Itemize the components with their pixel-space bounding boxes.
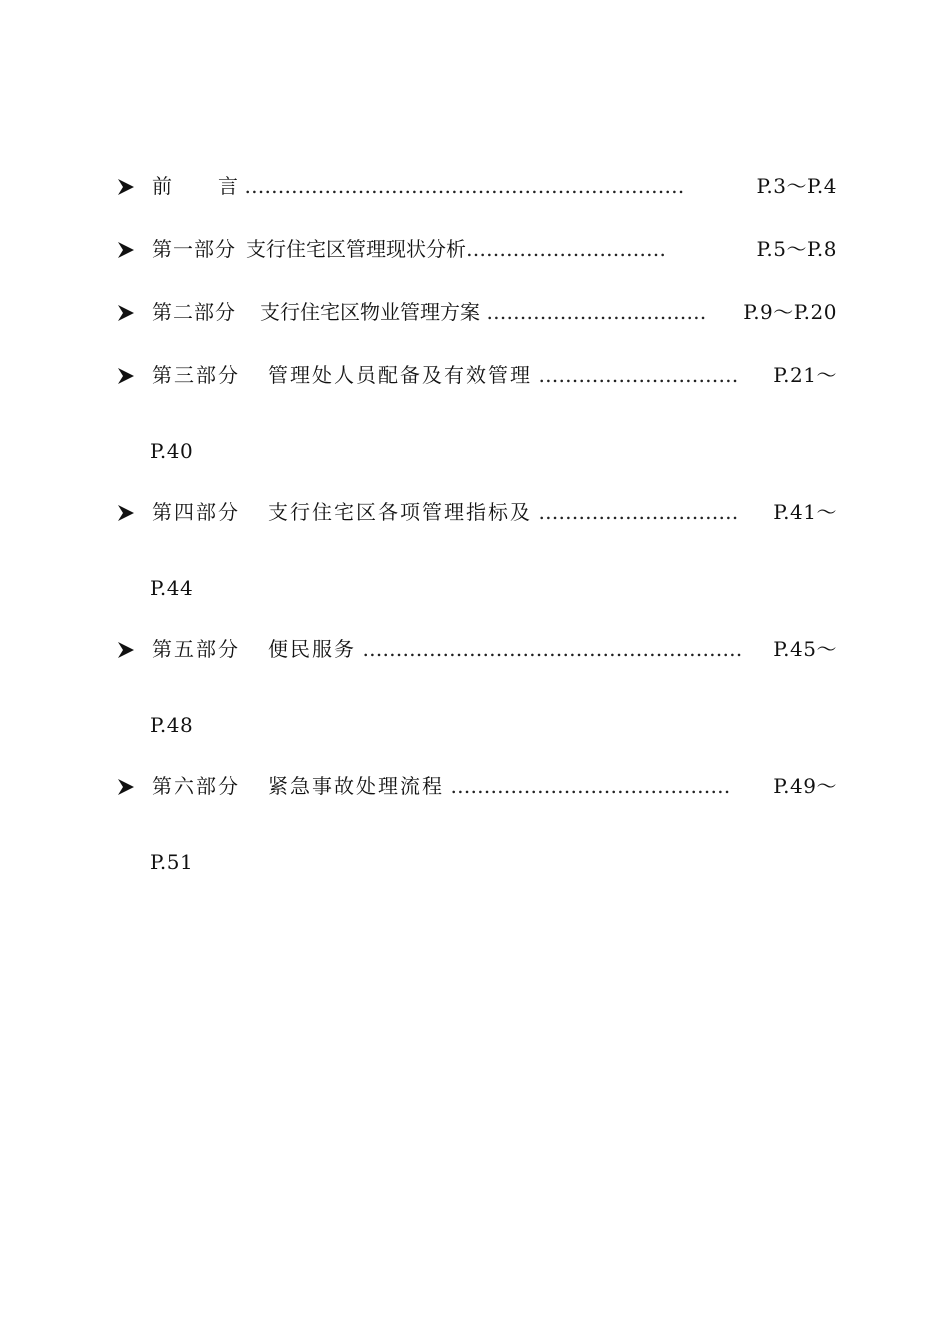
toc-title: 支行住宅区物业管理方案 xyxy=(260,300,480,324)
toc-title: 支行住宅区管理现状分析 xyxy=(246,237,466,261)
toc-leader-dots: ………………………… xyxy=(538,500,739,524)
arrowhead-bullet-icon xyxy=(118,368,134,384)
toc-page-range: P.41～ xyxy=(773,496,837,528)
toc-part-label: 第一部分 xyxy=(152,237,236,261)
toc-page-range-continuation: P.44 xyxy=(150,576,194,600)
toc-entry-part-6[interactable] xyxy=(112,770,837,802)
toc-leader-dots: ………………………… xyxy=(538,363,739,387)
arrowhead-bullet-icon xyxy=(118,305,134,321)
toc-part-label: 第三部分 xyxy=(152,363,240,387)
toc-page-range: P.5～P.8 xyxy=(757,233,837,265)
toc-page-range: P.3～P.4 xyxy=(757,170,837,202)
arrowhead-bullet-icon xyxy=(118,779,134,795)
toc-page-range: P.45～ xyxy=(773,633,837,665)
toc-leader-dots: ………………………… xyxy=(466,237,666,261)
toc-page-range: P.49～ xyxy=(773,770,837,802)
arrowhead-bullet-icon xyxy=(118,179,134,195)
toc-page-range: P.9～P.20 xyxy=(743,296,837,328)
toc-title: 便民服务 xyxy=(268,637,356,661)
toc-title-preface-second: 言 xyxy=(218,174,238,198)
toc-entry-preface[interactable] xyxy=(112,170,837,202)
toc-leader-dots: …………………………………… xyxy=(450,774,731,798)
arrowhead-bullet-icon xyxy=(118,505,134,521)
toc-part-label: 第四部分 xyxy=(152,500,240,524)
toc-entry-part-4[interactable] xyxy=(112,496,837,528)
toc-title-preface-first: 前 xyxy=(152,174,172,198)
toc-entry-part-1[interactable] xyxy=(112,233,837,265)
toc-leader-dots: ………………………………………………………… xyxy=(244,174,685,198)
toc-entry-part-3[interactable] xyxy=(112,359,837,391)
toc-entry-part-5[interactable] xyxy=(112,633,837,665)
arrowhead-bullet-icon xyxy=(118,242,134,258)
toc-leader-dots: …………………………… xyxy=(486,300,707,324)
toc-page-range-continuation: P.51 xyxy=(150,850,194,874)
toc-page-range: P.21～ xyxy=(773,359,837,391)
toc-part-label: 第五部分 xyxy=(152,637,240,661)
toc-part-label: 第六部分 xyxy=(152,774,240,798)
toc-part-label: 第二部分 xyxy=(152,300,236,324)
toc-title: 管理处人员配备及有效管理 xyxy=(268,363,532,387)
toc-page-range-continuation: P.40 xyxy=(150,439,194,463)
toc-title: 紧急事故处理流程 xyxy=(268,774,444,798)
toc-leader-dots: ………………………………………………… xyxy=(362,637,743,661)
toc-title: 支行住宅区各项管理指标及 xyxy=(268,500,532,524)
arrowhead-bullet-icon xyxy=(118,642,134,658)
toc-entry-part-2[interactable] xyxy=(112,296,837,328)
toc-page-range-continuation: P.48 xyxy=(150,713,194,737)
